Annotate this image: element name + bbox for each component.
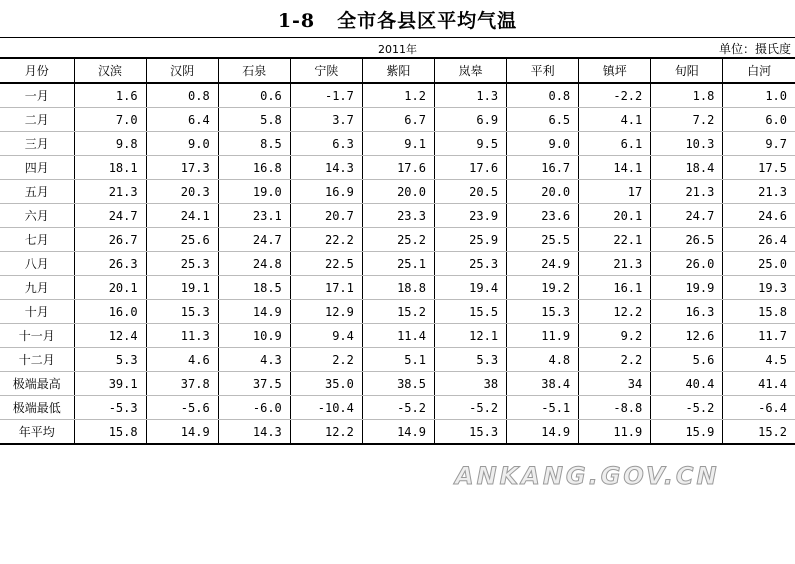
temperature-cell: 9.8 — [74, 132, 146, 156]
temperature-cell: 3.7 — [290, 108, 362, 132]
row-label: 九月 — [0, 276, 74, 300]
temperature-cell: 14.3 — [290, 156, 362, 180]
table-row — [0, 156, 795, 180]
temperature-cell: 35.0 — [290, 372, 362, 396]
temperature-cell: -5.1 — [507, 396, 579, 420]
temperature-cell: 6.7 — [362, 108, 434, 132]
temperature-cell: 5.3 — [434, 348, 506, 372]
column-header-county: 旬阳 — [651, 58, 723, 83]
table-row — [0, 204, 795, 228]
temperature-cell: 6.9 — [434, 108, 506, 132]
temperature-cell: 5.8 — [218, 108, 290, 132]
temperature-cell: 9.2 — [579, 324, 651, 348]
temperature-cell: 25.3 — [434, 252, 506, 276]
temperature-cell: 20.0 — [507, 180, 579, 204]
temperature-cell: 14.9 — [507, 420, 579, 445]
row-label: 极端最高 — [0, 372, 74, 396]
temperature-cell: 19.4 — [434, 276, 506, 300]
temperature-cell: 6.1 — [579, 132, 651, 156]
row-label: 年平均 — [0, 420, 74, 445]
table-title-text: 全市各县区平均气温 — [337, 10, 518, 32]
temperature-cell: 21.3 — [579, 252, 651, 276]
temperature-cell: 9.7 — [723, 132, 795, 156]
temperature-cell: 19.9 — [651, 276, 723, 300]
table-body — [0, 83, 795, 444]
temperature-cell: 24.1 — [146, 204, 218, 228]
temperature-cell: 6.3 — [290, 132, 362, 156]
temperature-cell: 6.4 — [146, 108, 218, 132]
temperature-cell: 22.5 — [290, 252, 362, 276]
table-row — [0, 180, 795, 204]
temperature-cell: 15.3 — [434, 420, 506, 445]
temperature-cell: 12.2 — [579, 300, 651, 324]
temperature-cell: -5.2 — [434, 396, 506, 420]
temperature-cell: 26.4 — [723, 228, 795, 252]
table-row — [0, 276, 795, 300]
temperature-cell: 5.3 — [74, 348, 146, 372]
column-header-county: 汉滨 — [74, 58, 146, 83]
row-label: 五月 — [0, 180, 74, 204]
temperature-cell: 16.8 — [218, 156, 290, 180]
temperature-cell: 2.2 — [579, 348, 651, 372]
temperature-cell: 25.3 — [146, 252, 218, 276]
table-row — [0, 83, 795, 108]
column-header-county: 紫阳 — [362, 58, 434, 83]
temperature-cell: 19.1 — [146, 276, 218, 300]
temperature-cell: 18.5 — [218, 276, 290, 300]
temperature-table — [0, 57, 795, 445]
temperature-cell: -2.2 — [579, 83, 651, 108]
temperature-cell: 8.5 — [218, 132, 290, 156]
temperature-cell: 17.6 — [362, 156, 434, 180]
temperature-cell: 17 — [579, 180, 651, 204]
table-row — [0, 324, 795, 348]
temperature-cell: 7.2 — [651, 108, 723, 132]
temperature-cell: 9.1 — [362, 132, 434, 156]
temperature-cell: 26.3 — [74, 252, 146, 276]
temperature-cell: 15.2 — [723, 420, 795, 445]
temperature-cell: 17.6 — [434, 156, 506, 180]
temperature-cell: 11.7 — [723, 324, 795, 348]
temperature-cell: 12.2 — [290, 420, 362, 445]
temperature-cell: 20.5 — [434, 180, 506, 204]
temperature-cell: 14.9 — [218, 300, 290, 324]
temperature-cell: 16.7 — [507, 156, 579, 180]
column-header-county: 镇坪 — [579, 58, 651, 83]
temperature-cell: 1.8 — [651, 83, 723, 108]
row-label: 十月 — [0, 300, 74, 324]
temperature-cell: 4.6 — [146, 348, 218, 372]
temperature-cell: 11.3 — [146, 324, 218, 348]
temperature-cell: 0.8 — [507, 83, 579, 108]
temperature-cell: 0.8 — [146, 83, 218, 108]
temperature-cell: 11.9 — [507, 324, 579, 348]
temperature-cell: 25.5 — [507, 228, 579, 252]
temperature-cell: -6.4 — [723, 396, 795, 420]
temperature-cell: 19.0 — [218, 180, 290, 204]
column-header-month: 月份 — [0, 58, 74, 83]
temperature-cell: 15.5 — [434, 300, 506, 324]
temperature-cell: 14.1 — [579, 156, 651, 180]
temperature-cell: 20.0 — [362, 180, 434, 204]
year-label: 2011年 — [378, 43, 417, 56]
row-label: 一月 — [0, 83, 74, 108]
temperature-cell: 41.4 — [723, 372, 795, 396]
temperature-cell: 26.7 — [74, 228, 146, 252]
table-row — [0, 228, 795, 252]
temperature-cell: 15.8 — [74, 420, 146, 445]
temperature-cell: 19.3 — [723, 276, 795, 300]
temperature-cell: 16.1 — [579, 276, 651, 300]
temperature-cell: 6.0 — [723, 108, 795, 132]
table-row — [0, 300, 795, 324]
temperature-cell: -5.2 — [651, 396, 723, 420]
temperature-cell: 18.8 — [362, 276, 434, 300]
temperature-cell: 19.2 — [507, 276, 579, 300]
table-title — [0, 6, 795, 33]
temperature-cell: 23.9 — [434, 204, 506, 228]
temperature-cell: 10.3 — [651, 132, 723, 156]
table-row — [0, 108, 795, 132]
temperature-cell: 12.6 — [651, 324, 723, 348]
temperature-cell: 20.3 — [146, 180, 218, 204]
temperature-cell: 38 — [434, 372, 506, 396]
temperature-cell: 4.5 — [723, 348, 795, 372]
temperature-cell: 18.4 — [651, 156, 723, 180]
table-row — [0, 372, 795, 396]
column-header-county: 岚皋 — [434, 58, 506, 83]
temperature-cell: 4.1 — [579, 108, 651, 132]
table-number: 1-8 — [277, 10, 316, 32]
row-label: 六月 — [0, 204, 74, 228]
temperature-cell: 23.6 — [507, 204, 579, 228]
temperature-cell: 37.8 — [146, 372, 218, 396]
column-header-county: 白河 — [723, 58, 795, 83]
temperature-cell: 18.1 — [74, 156, 146, 180]
row-label: 三月 — [0, 132, 74, 156]
subheader-bar — [0, 37, 795, 58]
temperature-cell: 16.0 — [74, 300, 146, 324]
column-header-county: 汉阴 — [146, 58, 218, 83]
temperature-cell: 11.4 — [362, 324, 434, 348]
temperature-cell: 20.7 — [290, 204, 362, 228]
temperature-cell: 17.1 — [290, 276, 362, 300]
temperature-cell: 14.9 — [362, 420, 434, 445]
column-header-county: 平利 — [507, 58, 579, 83]
temperature-cell: 1.0 — [723, 83, 795, 108]
temperature-cell: -10.4 — [290, 396, 362, 420]
temperature-cell: 17.3 — [146, 156, 218, 180]
temperature-cell: 25.6 — [146, 228, 218, 252]
temperature-cell: 24.7 — [74, 204, 146, 228]
temperature-cell: 9.4 — [290, 324, 362, 348]
temperature-cell: 10.9 — [218, 324, 290, 348]
unit-label: 单位：摄氏度 — [718, 42, 791, 56]
temperature-cell: 38.5 — [362, 372, 434, 396]
temperature-cell: 21.3 — [651, 180, 723, 204]
temperature-cell: 16.9 — [290, 180, 362, 204]
temperature-cell: 24.8 — [218, 252, 290, 276]
temperature-cell: 7.0 — [74, 108, 146, 132]
temperature-cell: 15.3 — [146, 300, 218, 324]
row-label: 八月 — [0, 252, 74, 276]
temperature-cell: -5.2 — [362, 396, 434, 420]
temperature-cell: 6.5 — [507, 108, 579, 132]
table-header — [0, 58, 795, 83]
temperature-cell: 24.7 — [651, 204, 723, 228]
temperature-cell: 15.9 — [651, 420, 723, 445]
temperature-cell: 23.1 — [218, 204, 290, 228]
temperature-cell: 2.2 — [290, 348, 362, 372]
temperature-cell: 15.8 — [723, 300, 795, 324]
temperature-cell: 21.3 — [723, 180, 795, 204]
temperature-cell: -1.7 — [290, 83, 362, 108]
row-label: 十一月 — [0, 324, 74, 348]
temperature-cell: 39.1 — [74, 372, 146, 396]
temperature-cell: 25.0 — [723, 252, 795, 276]
header-row — [0, 58, 795, 83]
temperature-cell: -8.8 — [579, 396, 651, 420]
temperature-cell: 25.2 — [362, 228, 434, 252]
row-label: 极端最低 — [0, 396, 74, 420]
temperature-cell: -6.0 — [218, 396, 290, 420]
temperature-cell: 17.5 — [723, 156, 795, 180]
temperature-cell: 24.6 — [723, 204, 795, 228]
temperature-cell: 20.1 — [579, 204, 651, 228]
temperature-cell: -5.6 — [146, 396, 218, 420]
temperature-cell: 38.4 — [507, 372, 579, 396]
table-row — [0, 396, 795, 420]
temperature-cell: 4.8 — [507, 348, 579, 372]
temperature-cell: 37.5 — [218, 372, 290, 396]
temperature-cell: 9.5 — [434, 132, 506, 156]
column-header-county: 宁陕 — [290, 58, 362, 83]
temperature-cell: 1.2 — [362, 83, 434, 108]
temperature-cell: 4.3 — [218, 348, 290, 372]
temperature-cell: 15.3 — [507, 300, 579, 324]
temperature-cell: 22.2 — [290, 228, 362, 252]
temperature-cell: 14.9 — [146, 420, 218, 445]
table-row — [0, 252, 795, 276]
temperature-cell: 34 — [579, 372, 651, 396]
temperature-cell: 26.5 — [651, 228, 723, 252]
temperature-cell: 12.1 — [434, 324, 506, 348]
temperature-cell: 1.3 — [434, 83, 506, 108]
temperature-cell: 16.3 — [651, 300, 723, 324]
temperature-cell: 21.3 — [74, 180, 146, 204]
temperature-cell: 12.4 — [74, 324, 146, 348]
temperature-cell: 22.1 — [579, 228, 651, 252]
temperature-cell: 1.6 — [74, 83, 146, 108]
row-label: 七月 — [0, 228, 74, 252]
temperature-cell: 5.6 — [651, 348, 723, 372]
row-label: 二月 — [0, 108, 74, 132]
temperature-cell: 40.4 — [651, 372, 723, 396]
temperature-cell: 26.0 — [651, 252, 723, 276]
temperature-cell: 14.3 — [218, 420, 290, 445]
temperature-cell: 0.6 — [218, 83, 290, 108]
temperature-cell: 11.9 — [579, 420, 651, 445]
column-header-county: 石泉 — [218, 58, 290, 83]
temperature-cell: 12.9 — [290, 300, 362, 324]
temperature-cell: 25.9 — [434, 228, 506, 252]
temperature-cell: 9.0 — [146, 132, 218, 156]
temperature-cell: 24.7 — [218, 228, 290, 252]
temperature-cell: -5.3 — [74, 396, 146, 420]
row-label: 十二月 — [0, 348, 74, 372]
temperature-cell: 25.1 — [362, 252, 434, 276]
table-row — [0, 348, 795, 372]
temperature-cell: 15.2 — [362, 300, 434, 324]
temperature-cell: 24.9 — [507, 252, 579, 276]
site-watermark: ANKANG.GOV.CN — [455, 462, 720, 490]
temperature-cell: 23.3 — [362, 204, 434, 228]
temperature-cell: 20.1 — [74, 276, 146, 300]
row-label: 四月 — [0, 156, 74, 180]
table-row — [0, 420, 795, 445]
temperature-cell: 5.1 — [362, 348, 434, 372]
table-row — [0, 132, 795, 156]
temperature-cell: 9.0 — [507, 132, 579, 156]
